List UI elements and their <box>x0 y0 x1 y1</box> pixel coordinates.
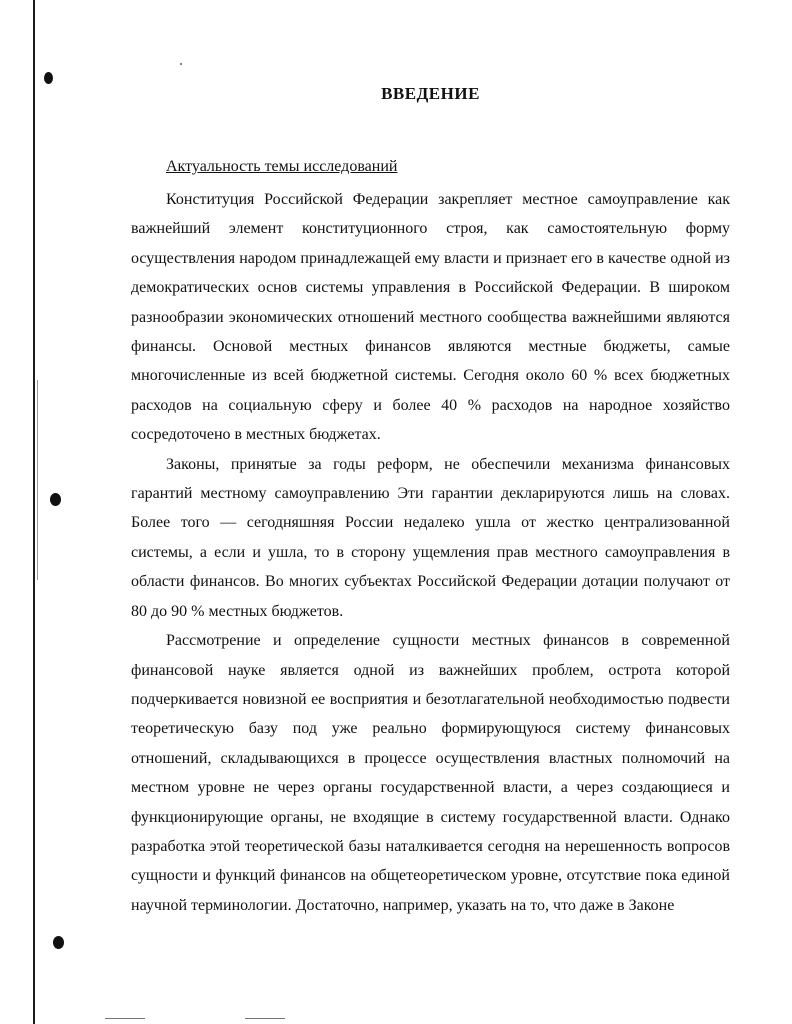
scan-speck <box>180 63 182 65</box>
paragraph: Конституция Российской Федерации закрепляет местное самоуправление как важнейший элемент конституционного строя, как самостоятельную форму осуществления народом принадлежащей ему власти и признает его в качестве одной из демократических основ системы управления в Российской Федерации. В широком разнообразии экономических отношений местного сообщества важнейшими являются финансы. Основой местных финансов являются местные бюджеты, самые многочисленные из всей бюджетной системы. Сегодня около 60 % всех бюджетных расходов на социальную сферу и более 40 % расходов на народное хозяйство сосредоточено в местных бюджетах. <box>131 191 730 444</box>
page-heading: ВВЕДЕНИЕ <box>381 84 480 103</box>
scan-left-edge <box>33 0 35 1024</box>
body-text <box>131 185 730 920</box>
document-page <box>131 84 730 920</box>
paragraph: Рассмотрение и определение сущности местных финансов в современной финансовой науке является одной из важнейших проблем, острота которой подчеркивается новизной ее восприятия и безотлагательной необходимостью подвести теоретическую базу под уже реально формирующуюся систему финансовых отношений, складывающихся в процессе осуществления властных полномочий на местном уровне не через органы государственной власти, а через создающиеся и функционирующие органы, не входящие в систему государственной власти. Однако разработка этой теоретической базы наталкивается сегодня на нерешенность вопросов сущности и функций финансов на общетеоретическом уровне, отсутствие пока единой научной терминологии. Достаточно, например, указать на то, что даже в Законе <box>131 632 730 914</box>
paragraph: Законы, принятые за годы реформ, не обеспечили механизма финансовых гарантий местному самоуправлению Эти гарантии декларируются лишь на словах. Более того — сегодняшняя России недалеко ушла от жестко централизованной системы, а если и ушла, то в сторону ущемления прав местного самоуправления в области финансов. Во многих субъектах Российской Федерации дотации получают от 80 до 90 % местных бюджетов. <box>131 455 730 620</box>
binding-hole-mark <box>44 72 53 84</box>
scan-edge-shadow <box>37 380 38 580</box>
scan-bottom-mark <box>245 1018 285 1019</box>
scan-bottom-mark <box>105 1018 145 1019</box>
section-title: Актуальность темы исследований <box>166 158 398 175</box>
binding-hole-mark <box>53 936 64 949</box>
binding-hole-mark <box>50 493 61 506</box>
